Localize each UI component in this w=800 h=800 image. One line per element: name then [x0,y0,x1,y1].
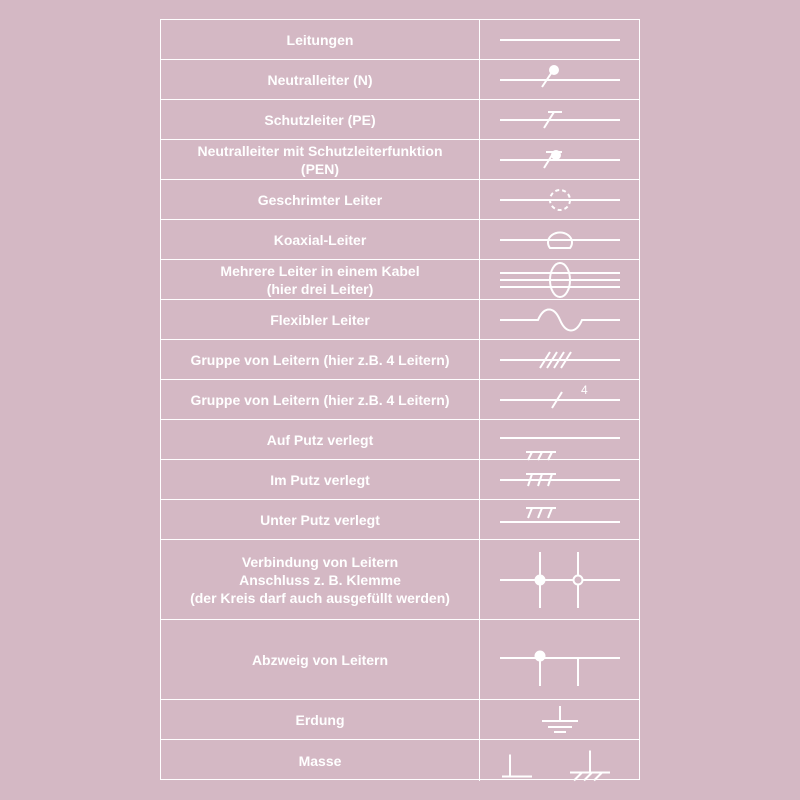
row-unter-putz [161,500,639,540]
coaxial-conductor-symbol [480,220,639,259]
conductor-group-ticks-symbol [480,340,639,379]
row-label: Masse [161,740,480,781]
row-label: Erdung [161,700,480,739]
pen-conductor-symbol [480,140,639,179]
row-gruppe-zahl [161,380,639,420]
multi-conductor-cable-symbol [480,260,639,299]
in-plaster-symbol [480,460,639,499]
row-label: Neutralleiter mit Schutzleiterfunktion (PEN) [161,140,480,179]
row-label: Flexibler Leiter [161,300,480,339]
row-neutralleiter [161,60,639,100]
row-geschirmter-leiter [161,180,639,220]
row-erdung [161,700,639,740]
row-label: Leitungen [161,20,480,59]
earth-icon [480,700,639,739]
row-masse [161,740,639,781]
row-label: Gruppe von Leitern (hier z.B. 4 Leitern) [161,380,480,419]
row-leitungen [161,20,639,60]
row-verbindung [161,540,639,620]
group-count-text: 4 [581,383,588,397]
chassis-ground-icon [480,740,639,781]
row-label: Gruppe von Leitern (hier z.B. 4 Leitern) [161,340,480,379]
protective-conductor-symbol [480,100,639,139]
row-label: Mehrere Leiter in einem Kabel (hier drei Leiter) [161,260,480,299]
line-symbol [480,20,639,59]
row-mehrere-leiter [161,260,639,300]
row-gruppe-striche [161,340,639,380]
neutral-conductor-symbol [480,60,639,99]
row-label: Im Putz verlegt [161,460,480,499]
connection-terminal-symbol [480,540,639,619]
conductor-group-number-symbol [480,380,639,419]
row-label: Neutralleiter (N) [161,60,480,99]
row-label: Verbindung von Leitern Anschluss z. B. Klemme (der Kreis darf auch ausgefüllt werden) [161,540,480,619]
row-label: Unter Putz verlegt [161,500,480,539]
row-schutzleiter [161,100,639,140]
row-flexibler-leiter [161,300,639,340]
shielded-conductor-symbol [480,180,639,219]
row-pen [161,140,639,180]
surface-mounted-symbol [480,420,639,459]
flexible-conductor-symbol [480,300,639,339]
row-label: Geschrimter Leiter [161,180,480,219]
row-abzweig [161,620,639,700]
row-label: Auf Putz verlegt [161,420,480,459]
row-im-putz [161,460,639,500]
symbol-legend-table [160,19,640,780]
under-plaster-symbol [480,500,639,539]
row-label: Abzweig von Leitern [161,620,480,699]
row-auf-putz [161,420,639,460]
row-koaxial-leiter [161,220,639,260]
row-label: Schutzleiter (PE) [161,100,480,139]
row-label: Koaxial-Leiter [161,220,480,259]
branch-symbol [480,620,639,699]
